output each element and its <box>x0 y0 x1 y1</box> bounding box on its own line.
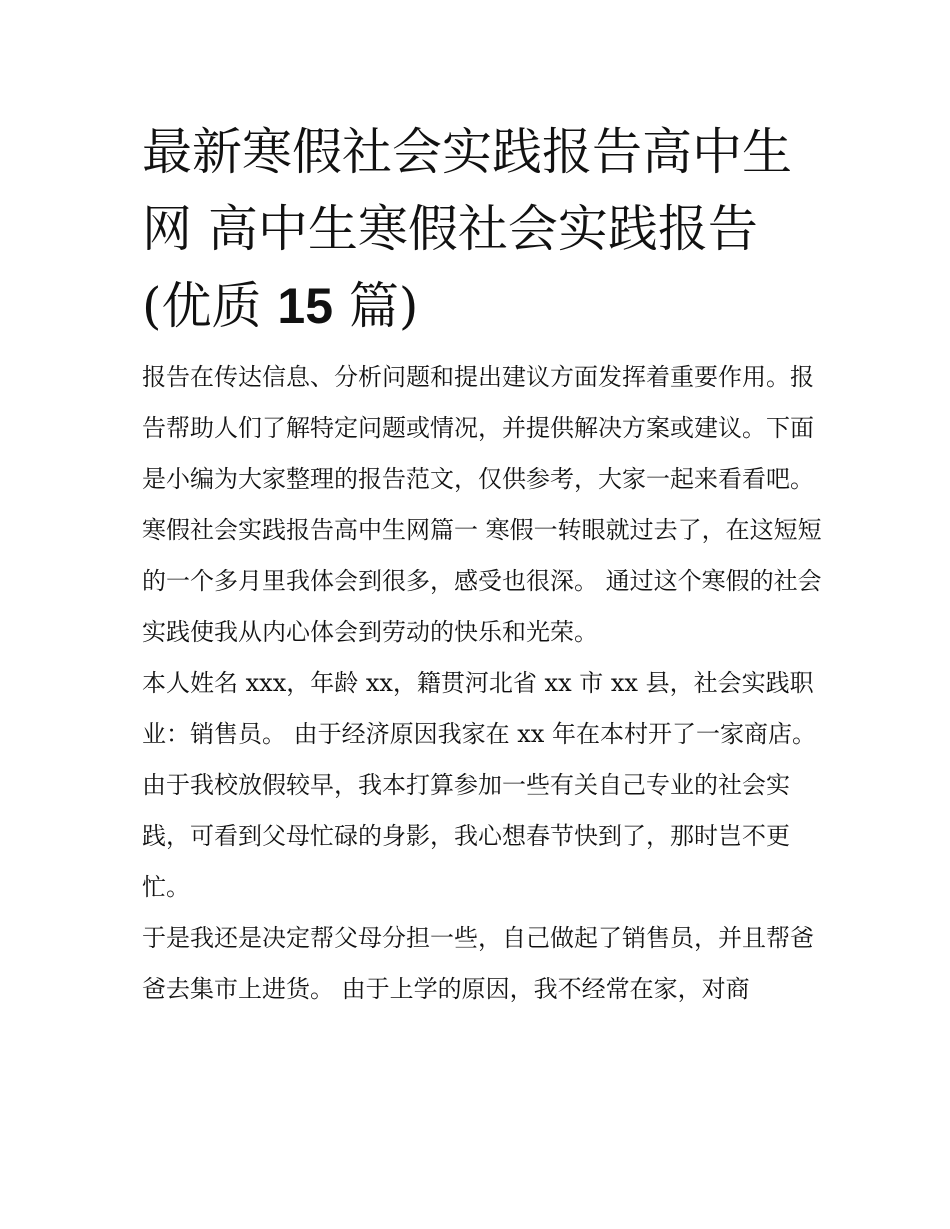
document-title <box>142 114 822 345</box>
title-line-2: 网 高中生寒假社会实践报告 <box>142 200 758 258</box>
title-line-3-open: (优质 <box>142 277 278 335</box>
paragraph-part-one: 寒假社会实践报告高中生网篇一 寒假一转眼就过去了，在这短短的一个多月里我体会到很多，感受也很深。 通过这个寒假的社会实践使我从内心体会到劳动的快乐和光荣。 <box>142 516 822 646</box>
title-line-3-number: 15 <box>277 278 334 334</box>
paragraph-personal-info: 本人姓名 xxx，年龄 xx，籍贯河北省 xx 市 xx 县，社会实践职业：销售员。 由于经济原因我家在 xx 年在本村开了一家商店。 <box>142 669 816 748</box>
paragraph-vacation-plan: 由于我校放假较早，我本打算参加一些有关自己专业的社会实践，可看到父母忙碌的身影，我心想春节快到了，那时岂不更忙。 <box>142 771 790 901</box>
paragraph-intro: 报告在传达信息、分析问题和提出建议方面发挥着重要作用。报告帮助人们了解特定问题或情况，并提供解决方案或建议。下面是小编为大家整理的报告范文，仅供参考，大家一起来看看吧。 <box>142 363 814 493</box>
title-line-1: 最新寒假社会实践报告高中生 <box>142 123 792 181</box>
document-body <box>142 352 822 1015</box>
paragraph-helping-parents: 于是我还是决定帮父母分担一些，自己做起了销售员，并且帮爸爸去集市上进货。 由于上学的原因，我不经常在家，对商 <box>142 924 814 1003</box>
title-line-3-close: 篇) <box>333 277 419 335</box>
